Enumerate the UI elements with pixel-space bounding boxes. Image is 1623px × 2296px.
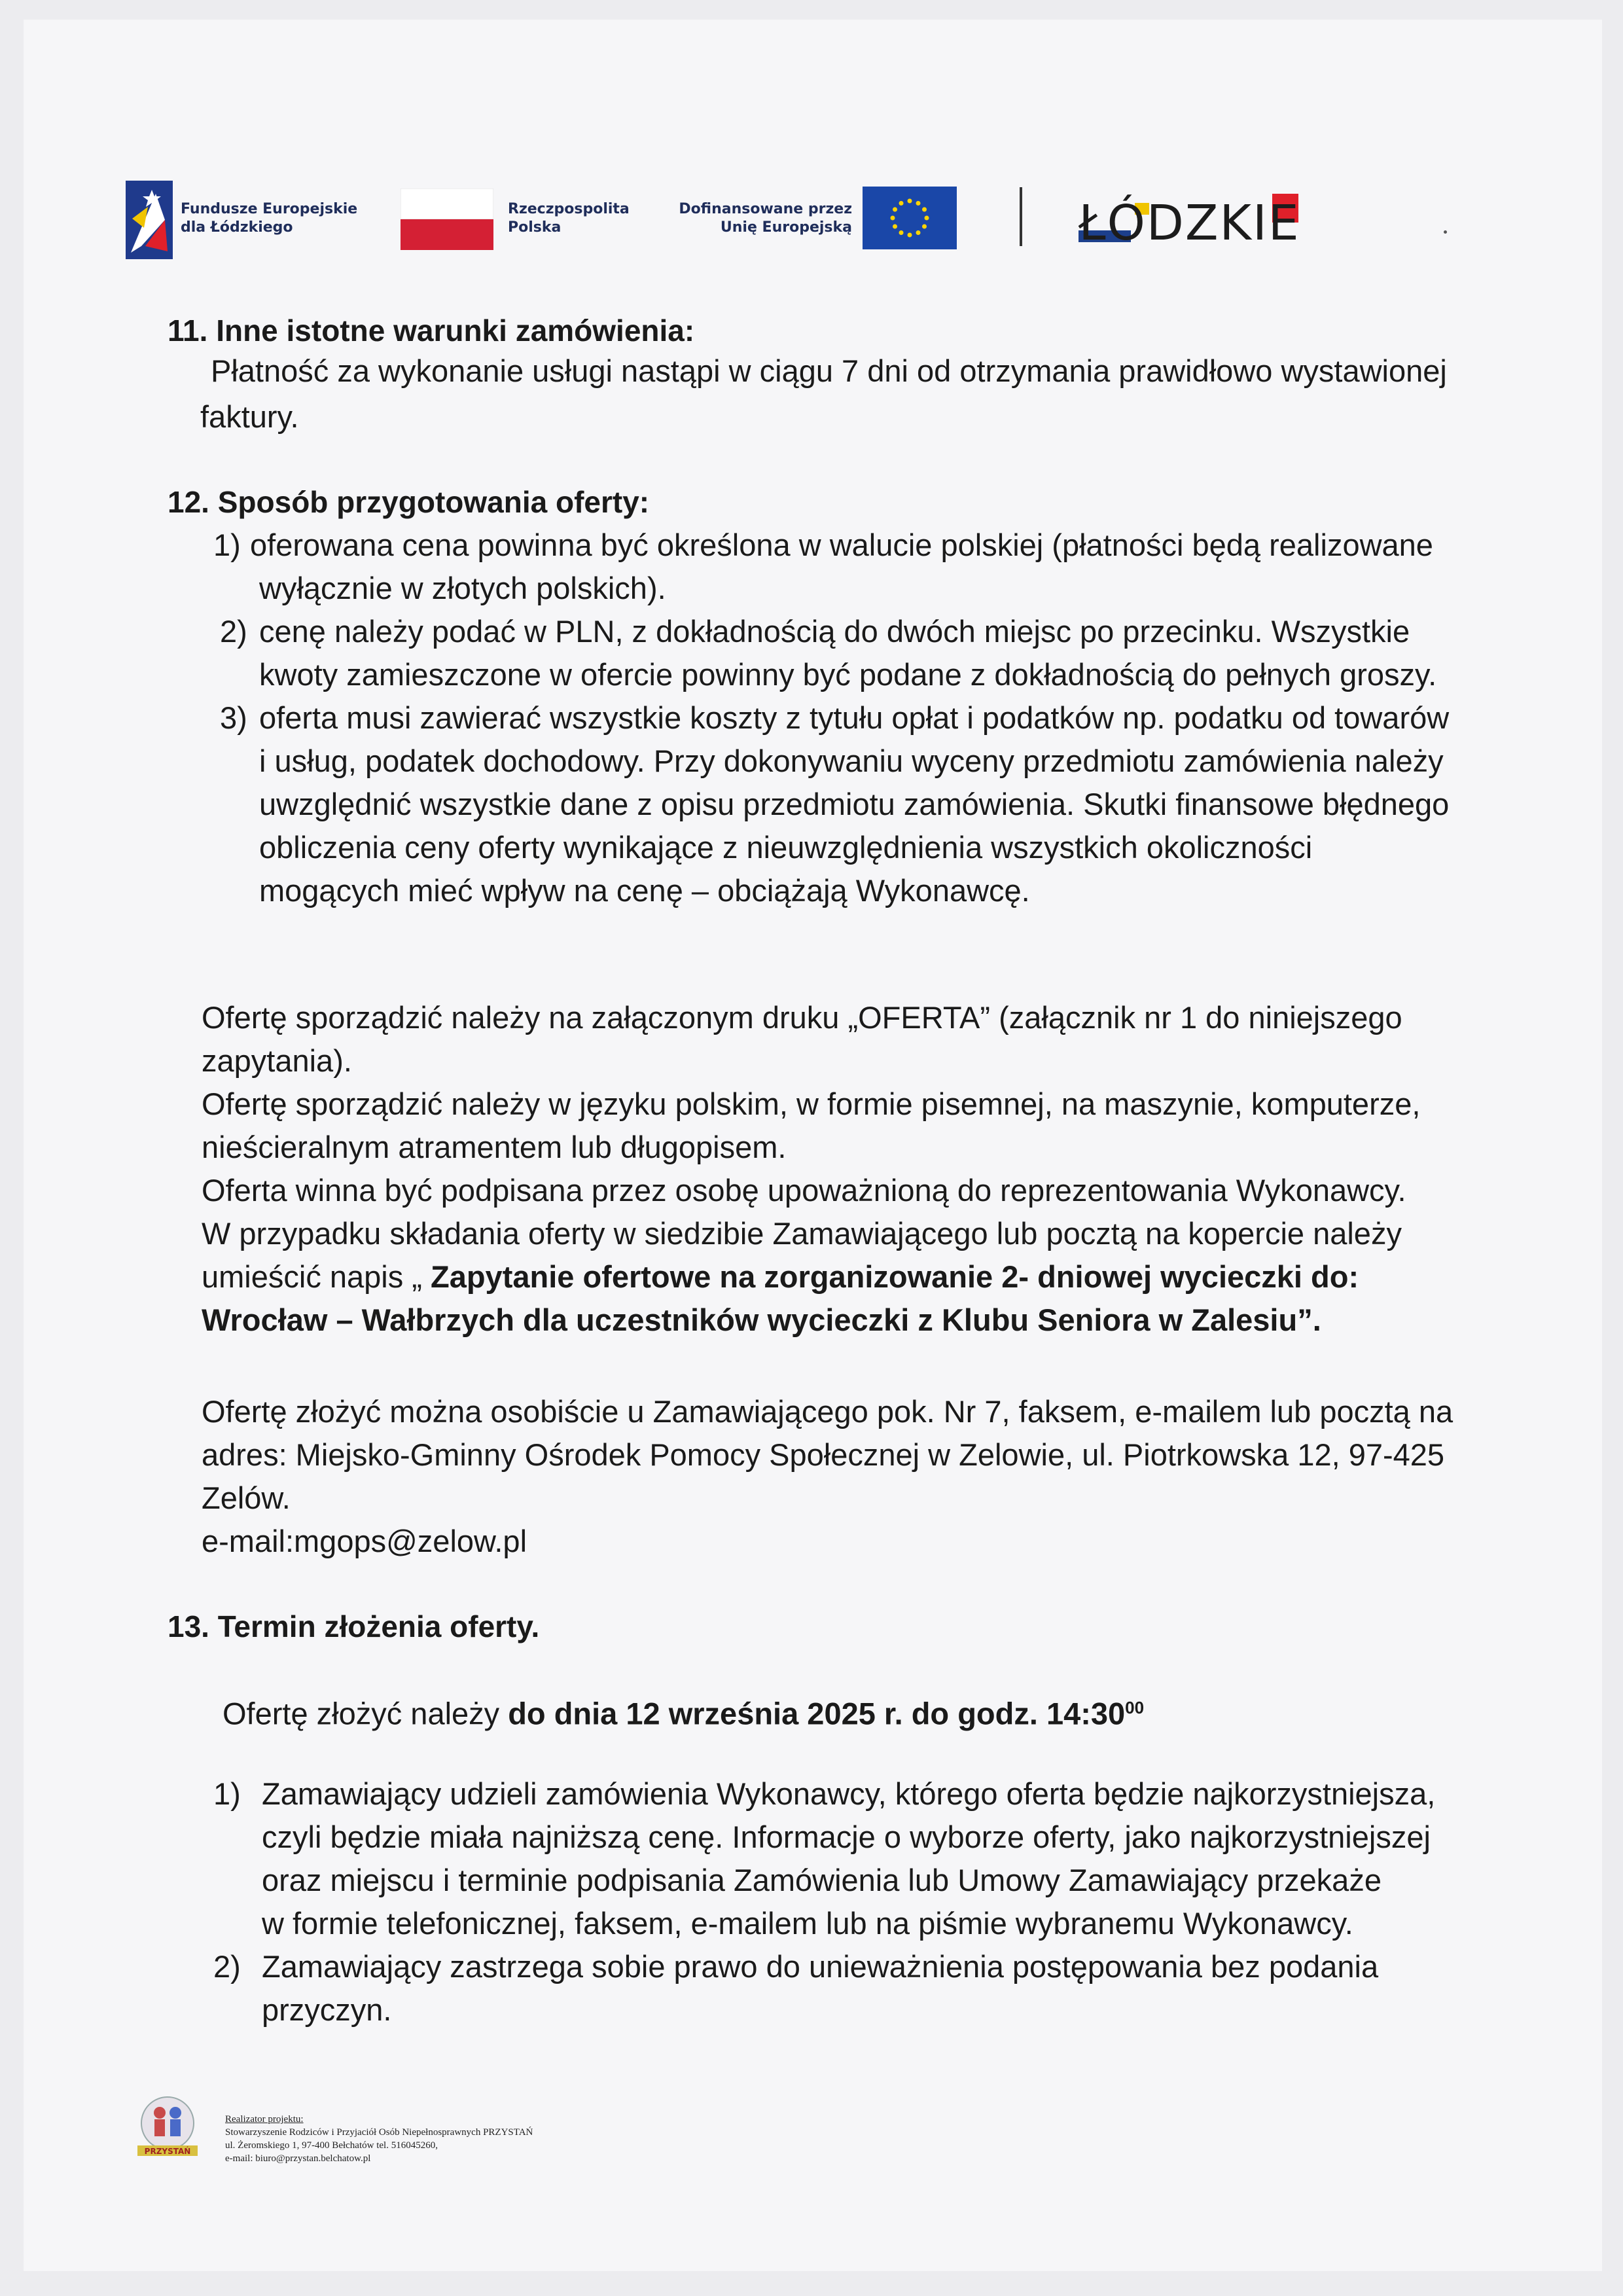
item-line: i usług, podatek dochodowy. Przy dokonywaniu wyceny przedmiotu zamówienia należy — [259, 744, 1444, 778]
item-line: wyłącznie w złotych polskich). — [259, 571, 666, 605]
footer-organization: Stowarzyszenie Rodziców i Przyjaciół Osób Niepełnosprawnych PRZYSTAŃ — [225, 2127, 533, 2138]
lodzkie-wordmark: ŁÓDZKIE — [1079, 195, 1300, 249]
item-line: w formie telefonicznej, faksem, e-mailem lub na piśmie wybranemu Wykonawcy. — [262, 1906, 1353, 1941]
section-13-heading: 13. Termin złożenia oferty. — [168, 1609, 540, 1643]
item-number: 2) — [220, 614, 247, 649]
eu-flag-icon — [863, 187, 957, 249]
item-line: kwoty zamieszczone w ofercie powinny być podane z dokładnością do pełnych groszy. — [259, 657, 1437, 692]
item-line: czyli będzie miała najniższą cenę. Informacje o wyborze oferty, jako najkorzystniejszej — [262, 1820, 1431, 1854]
section-11-heading: 11. Inne istotne warunki zamówienia: — [168, 314, 695, 348]
logo-divider — [1020, 187, 1022, 246]
deadline-date: do dnia 12 września 2025 r. do godz. 14:30 — [508, 1696, 1126, 1731]
item-line: uwzględnić wszystkie dane z opisu przedmiotu zamówienia. Skutki finansowe błędnego — [259, 787, 1450, 821]
polish-flag-icon — [401, 188, 493, 250]
lodzkie-logo — [1079, 190, 1327, 249]
item-line: Zamawiający zastrzega sobie prawo do unieważnienia postępowania bez podania — [262, 1949, 1379, 1984]
submission-paragraph-line-1: Ofertę złożyć można osobiście u Zamawiającego pok. Nr 7, faksem, e-mailem lub pocztą na — [202, 1394, 1454, 1429]
submission-paragraph-line-2: adres: Miejsko-Gminny Ośrodek Pomocy Społecznej w Zelowie, ul. Piotrkowska 12, 97-425 — [202, 1437, 1445, 1472]
offer-form-paragraph-line-1: Ofertę sporządzić należy na załączonym druku „OFERTA” (załącznik nr 1 do niniejszego — [202, 1000, 1402, 1035]
footer-address: ul. Żeromskiego 1, 97-400 Bełchatów tel. 516045260, — [225, 2140, 438, 2151]
deadline-line — [223, 1686, 1144, 1736]
item-line: cenę należy podać w PLN, z dokładnością do dwóch miejsc po przecinku. Wszystkie — [259, 614, 1410, 649]
envelope-paragraph-line-2 — [202, 1255, 1359, 1299]
item-line: przyczyn. — [262, 1992, 392, 2027]
fundusze-europejskie-logo — [126, 181, 173, 259]
section-11-line-1: Płatność za wykonanie usługi nastąpi w ciągu 7 dni od otrzymania prawidłowo wystawionej — [211, 353, 1447, 388]
envelope-paragraph-line-3: Wrocław – Wałbrzych dla uczestników wycieczki z Klubu Seniora w Zalesiu”. — [202, 1302, 1321, 1337]
item-number: 2) — [213, 1949, 241, 1984]
offer-language-paragraph-line-1: Ofertę sporządzić należy w języku polskim, w formie pisemnej, na maszynie, komputerze, — [202, 1086, 1421, 1121]
item-line: mogących mieć wpływ na cenę – obciążają Wykonawcę. — [259, 873, 1030, 908]
footer-email: e-mail: biuro@przystan.belchatow.pl — [225, 2153, 371, 2164]
section-11-line-2: faktury. — [200, 399, 299, 434]
item-line: Zamawiający udzieli zamówienia Wykonawcy, którego oferta będzie najkorzystniejsza, — [262, 1776, 1436, 1811]
envelope-plain-text: umieścić napis „ — [202, 1259, 431, 1294]
item-line: obliczenia ceny oferty wynikające z nieuwzględnienia wszystkich okoliczności — [259, 830, 1313, 865]
przystan-logo-text: PRZYSTAŃ — [144, 2147, 191, 2156]
offer-form-paragraph-line-2: zapytania). — [202, 1043, 352, 1078]
envelope-bold-text: Zapytanie ofertowe na zorganizowanie 2- dniowej wycieczki do: — [431, 1259, 1359, 1294]
przystan-logo — [134, 2093, 202, 2159]
envelope-paragraph-line-1: W przypadku składania oferty w siedzibie Zamawiającego lub pocztą na kopercie należy — [202, 1216, 1402, 1251]
item-number: 3) — [220, 700, 247, 735]
offer-signature-paragraph: Oferta winna być podpisana przez osobę upoważnioną do reprezentowania Wykonawcy. — [202, 1173, 1406, 1208]
item-line: oferowana cena powinna być określona w walucie polskiej (płatności będą realizowane — [250, 528, 1433, 562]
deadline-plain-text: Ofertę złożyć należy — [223, 1696, 508, 1731]
offer-language-paragraph-line-2: nieścieralnym atramentem lub długopisem. — [202, 1130, 787, 1164]
eu-cofunding-label: Dofinansowane przez Unię Europejską — [679, 201, 852, 236]
item-line: oferta musi zawierać wszystkie koszty z tytułu opłat i podatków np. podatku od towarów — [259, 700, 1450, 735]
section-12-heading: 12. Sposób przygotowania oferty: — [168, 485, 650, 519]
footer-label: Realizator projektu: — [225, 2114, 304, 2125]
item-number: 1) — [213, 1776, 241, 1811]
item-number: 1) — [213, 528, 241, 562]
fundusze-europejskie-label: Fundusze Europejskie dla Łódzkiego — [181, 201, 358, 236]
contact-email: e-mail:mgops@zelow.pl — [202, 1524, 527, 1558]
submission-paragraph-line-3: Zelów. — [202, 1480, 291, 1515]
item-line: oraz miejscu i terminie podpisania Zamówienia lub Umowy Zamawiający przekaże — [262, 1863, 1382, 1897]
scan-dot — [1444, 230, 1447, 234]
rzeczpospolita-label: Rzeczpospolita Polska — [508, 201, 630, 236]
deadline-minutes-sup: 00 — [1125, 1698, 1145, 1717]
